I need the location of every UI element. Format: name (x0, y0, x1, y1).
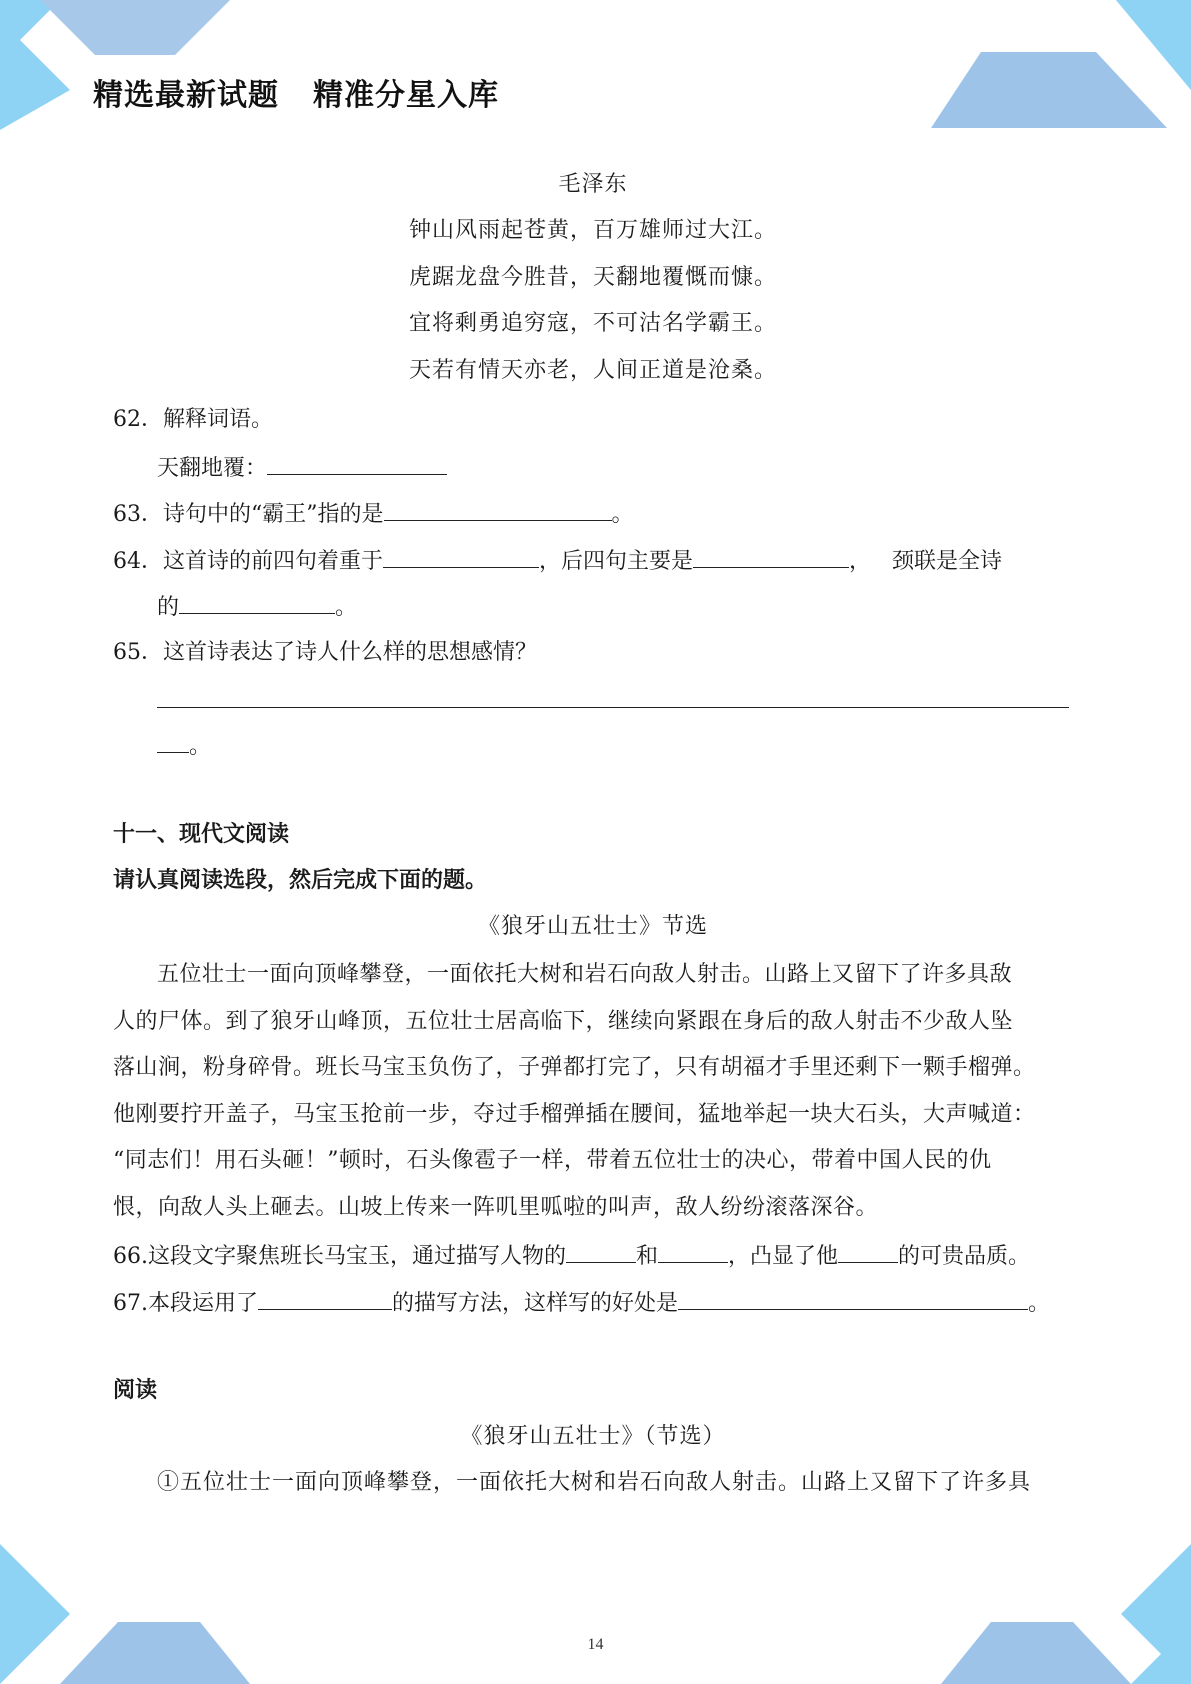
passage-line: “同志们！用石头砸！”顿时，石头像雹子一样，带着五位壮士的决心，带着中国人民的仇 (113, 1148, 992, 1173)
section-heading-reading: 阅读 (113, 1378, 158, 1403)
passage-line: 人的尸体。到了狼牙山峰顶，五位壮士居高临下，继续向紧跟在身后的敌人射击不少敌人坠 (113, 1008, 1014, 1034)
passage-title-2: 《狼牙山五壮士》（节选） (460, 1424, 726, 1449)
question-64: 64．这首诗的前四句着重于 ，后四句主要是 ， 颈联是全诗 (113, 545, 1002, 577)
bottom-right-corner-decoration (941, 1544, 1191, 1684)
answer-blank[interactable] (658, 1240, 728, 1263)
answer-line[interactable] (157, 707, 1069, 708)
answer-blank[interactable] (838, 1240, 898, 1263)
header-title-part1: 精选最新试题 (93, 78, 279, 113)
passage-line: 落山涧，粉身碎骨。班长马宝玉负伤了，子弹都打完了，只有胡福才手里还剩下一颗手榴弹。 (113, 1055, 1036, 1080)
poem-line: 虎踞龙盘今胜昔，天翻地覆慨而慷。 (408, 265, 777, 290)
question-65-end: 。 (157, 730, 211, 762)
passage-line: 他刚要拧开盖子，马宝玉抢前一步，夺过手榴弹插在腰间，猛地举起一块大石头，大声喊道： (113, 1101, 1036, 1127)
answer-blank[interactable] (179, 591, 335, 614)
section-instruction: 请认真阅读选段，然后完成下面的题。 (113, 868, 488, 893)
question-66: 66.这段文字聚焦班长马宝玉，通过描写人物的 和 ，凸显了他 的可贵品质。 (113, 1240, 1030, 1272)
answer-blank[interactable] (693, 545, 849, 568)
header-title-part2: 精准分星入库 (313, 78, 499, 113)
answer-blank[interactable] (566, 1240, 636, 1263)
poem-line: 宜将剩勇追穷寇，不可沽名学霸王。 (408, 311, 777, 336)
question-62-sub: 天翻地覆： (157, 452, 447, 484)
question-62: 62．解释词语。 (113, 407, 274, 432)
answer-blank[interactable] (384, 498, 612, 521)
passage-title: 《狼牙山五壮士》节选 (477, 914, 708, 939)
poem-author: 毛泽东 (558, 172, 628, 197)
poem-line: 天若有情天亦老，人间正道是沧桑。 (408, 358, 777, 383)
section-heading: 十一、现代文阅读 (113, 822, 290, 847)
passage-line: 恨，向敌人头上砸去。山坡上传来一阵叽里呱啦的叫声，敌人纷纷滚落深谷。 (113, 1194, 879, 1220)
question-63: 63．诗句中的“霸王”指的是 。 (113, 498, 634, 530)
poem-line: 钟山风雨起苍黄，百万雄师过大江。 (408, 218, 777, 243)
answer-blank[interactable] (383, 545, 539, 568)
passage-text (113, 952, 1075, 1231)
header-title (93, 70, 499, 114)
question-67: 67.本段运用了 的描写方法，这样写的好处是 。 (113, 1287, 1050, 1319)
passage-first-line: ①五位壮士一面向顶峰攀登，一面依托大树和岩石向敌人射击。山路上又留下了许多具 (157, 1470, 1032, 1495)
answer-blank[interactable] (678, 1287, 1028, 1310)
bottom-left-corner-decoration (0, 1544, 250, 1684)
answer-blank[interactable] (258, 1287, 392, 1310)
passage-line: 五位壮士一面向顶峰攀登，一面依托大树和岩石向敌人射击。山路上又留下了许多具敌 (157, 962, 1013, 987)
top-right-corner-decoration (931, 0, 1191, 130)
question-65: 65．这首诗表达了诗人什么样的思想感情？ (113, 640, 538, 665)
page-number: 14 (587, 1636, 604, 1653)
answer-blank[interactable] (157, 730, 189, 753)
question-64-cont: 的 。 (157, 591, 357, 623)
answer-blank[interactable] (267, 452, 447, 475)
